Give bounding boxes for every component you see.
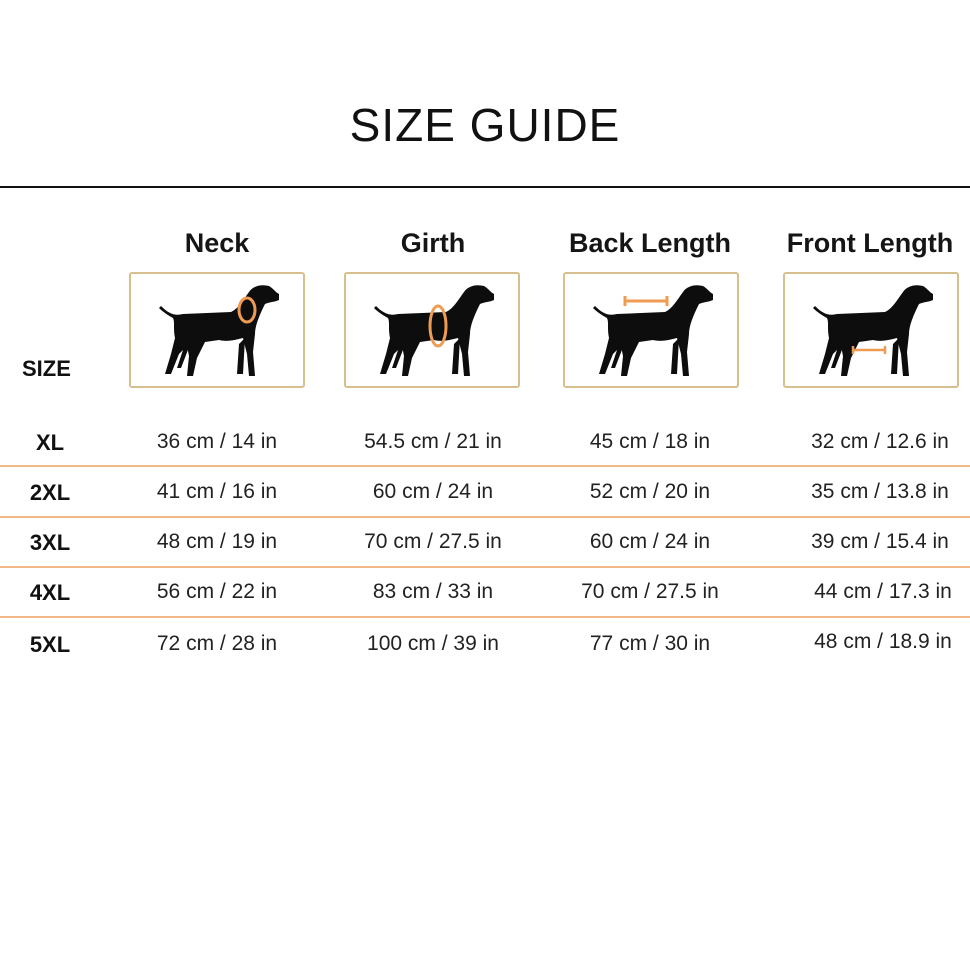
girth-illustration bbox=[344, 272, 520, 388]
table-cell: 52 cm / 20 in bbox=[589, 480, 711, 503]
row-divider bbox=[0, 566, 970, 568]
row-divider bbox=[0, 465, 970, 467]
dog-neck-measure-icon bbox=[131, 274, 303, 386]
table-row-size: 5XL bbox=[29, 632, 71, 657]
table-cell: 48 cm / 19 in bbox=[156, 530, 278, 553]
table-cell: 83 cm / 33 in bbox=[372, 580, 494, 603]
table-cell: 39 cm / 15.4 in bbox=[811, 530, 949, 553]
table-cell: 48 cm / 18.9 in bbox=[814, 630, 952, 653]
table-cell: 35 cm / 13.8 in bbox=[811, 480, 949, 503]
table-cell: 70 cm / 27.5 in bbox=[364, 530, 502, 553]
front-length-illustration bbox=[783, 272, 959, 388]
table-cell: 77 cm / 30 in bbox=[589, 632, 711, 655]
title-divider bbox=[0, 186, 970, 188]
row-divider bbox=[0, 616, 970, 618]
table-row-size: 3XL bbox=[29, 530, 71, 555]
table-cell: 100 cm / 39 in bbox=[367, 632, 499, 655]
table-cell: 60 cm / 24 in bbox=[372, 480, 494, 503]
table-row-size: 2XL bbox=[29, 480, 71, 505]
table-cell: 45 cm / 18 in bbox=[589, 430, 711, 453]
neck-illustration bbox=[129, 272, 305, 388]
column-header-back-length: Back Length bbox=[568, 228, 732, 258]
table-cell: 56 cm / 22 in bbox=[156, 580, 278, 603]
row-divider bbox=[0, 516, 970, 518]
dog-back-length-measure-icon bbox=[565, 274, 737, 386]
dog-front-length-measure-icon bbox=[785, 274, 957, 386]
size-column-header: SIZE bbox=[22, 356, 71, 381]
table-cell: 54.5 cm / 21 in bbox=[364, 430, 502, 453]
table-cell: 36 cm / 14 in bbox=[156, 430, 278, 453]
table-cell: 44 cm / 17.3 in bbox=[814, 580, 952, 603]
table-row-size: 4XL bbox=[29, 580, 71, 605]
page-title: SIZE GUIDE bbox=[349, 99, 621, 151]
table-row-size: XL bbox=[35, 430, 65, 455]
column-header-front-length: Front Length bbox=[786, 228, 954, 258]
table-cell: 72 cm / 28 in bbox=[156, 632, 278, 655]
column-header-neck: Neck bbox=[184, 228, 250, 258]
back-length-illustration bbox=[563, 272, 739, 388]
table-cell: 32 cm / 12.6 in bbox=[811, 430, 949, 453]
table-cell: 70 cm / 27.5 in bbox=[581, 580, 719, 603]
dog-girth-measure-icon bbox=[346, 274, 518, 386]
column-header-girth: Girth bbox=[400, 228, 466, 258]
table-cell: 41 cm / 16 in bbox=[156, 480, 278, 503]
table-cell: 60 cm / 24 in bbox=[589, 530, 711, 553]
